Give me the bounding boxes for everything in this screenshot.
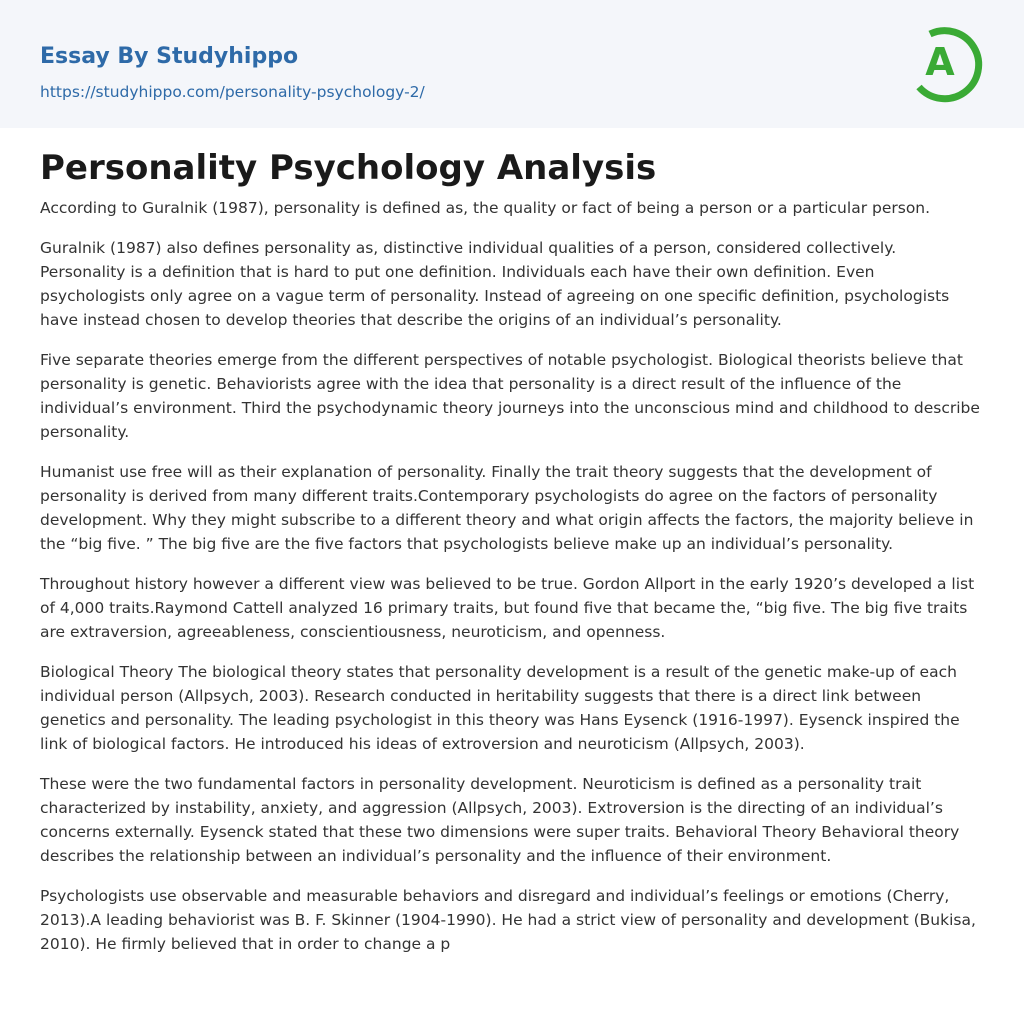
- source-url-link[interactable]: https://studyhippo.com/personality-psychology-2/: [40, 83, 425, 101]
- site-header: [0, 0, 1024, 128]
- article: [0, 128, 1024, 956]
- brand-title: Essay By Studyhippo: [40, 44, 299, 69]
- paragraph: Biological Theory The biological theory states that personality development is a result of the genetic make-up of each individual person (Allpsych, 2003). Research conducted in heritability suggests that there is a direct link between genetics and personality. The leading psychologist in this theory was Hans Eysenck (1916-1997). Eysenck inspired the link of biological factors. He introduced his ideas of extroversion and neuroticism (Allpsych, 2003).: [40, 663, 960, 753]
- paragraph: According to Guralnik (1987), personality is defined as, the quality or fact of being a person or a particular person.: [40, 199, 931, 217]
- paragraph: Guralnik (1987) also defines personality as, distinctive individual qualities of a person, considered collectively. Personality is a definition that is hard to put one definition. Individuals each have their own definition. Even psychologists only agree on a vague term of personality. Instead of agreeing on one specific definition, psychologists have instead chosen to develop theories that describe the origins of an individual’s personality.: [40, 239, 950, 329]
- page-title: Personality Psychology Analysis: [40, 148, 657, 188]
- paragraph: Throughout history however a different view was believed to be true. Gordon Allport in the early 1920’s developed a list of 4,000 traits.Raymond Cattell analyzed 16 primary traits, but found five that became the, “big five. The big five traits are extraversion, agreeableness, conscientiousness, neuroticism, and openness.: [40, 575, 975, 641]
- logo-letter: A: [925, 40, 955, 84]
- paragraph: Psychologists use observable and measurable behaviors and disregard and individual’s feelings or emotions (Cherry, 2013).A leading behaviorist was B. F. Skinner (1904-1990). He had a strict view of personality and development (Bukisa, 2010). He firmly believed that in order to change a p: [40, 887, 976, 953]
- paragraph: These were the two fundamental factors in personality development. Neuroticism is defined as a personality trait characterized by instability, anxiety, and aggression (Allpsych, 2003). Extroversion is the directing of an individual’s concerns externally. Eysenck stated that these two dimensions were super traits. Behavioral Theory Behavioral theory describes the relationship between an individual’s personality and the influence of their environment.: [40, 775, 960, 865]
- paragraph: Humanist use free will as their explanation of personality. Finally the trait theory suggests that the development of personality is derived from many different traits.Contemporary psychologists do agree on the factors of personality development. Why they might subscribe to a different theory and what origin affects the factors, the majority believe in the “big five. ” The big five are the five factors that psychologists believe make up an individual’s personality.: [40, 463, 974, 553]
- paragraph: Five separate theories emerge from the different perspectives of notable psychologist. Biological theorists believe that personality is genetic. Behaviorists agree with the idea that personality is a direct result of the influence of the individual’s environment. Third the psychodynamic theory journeys into the unconscious mind and childhood to describe personality.: [40, 351, 980, 441]
- studyhippo-logo-icon[interactable]: [914, 20, 986, 104]
